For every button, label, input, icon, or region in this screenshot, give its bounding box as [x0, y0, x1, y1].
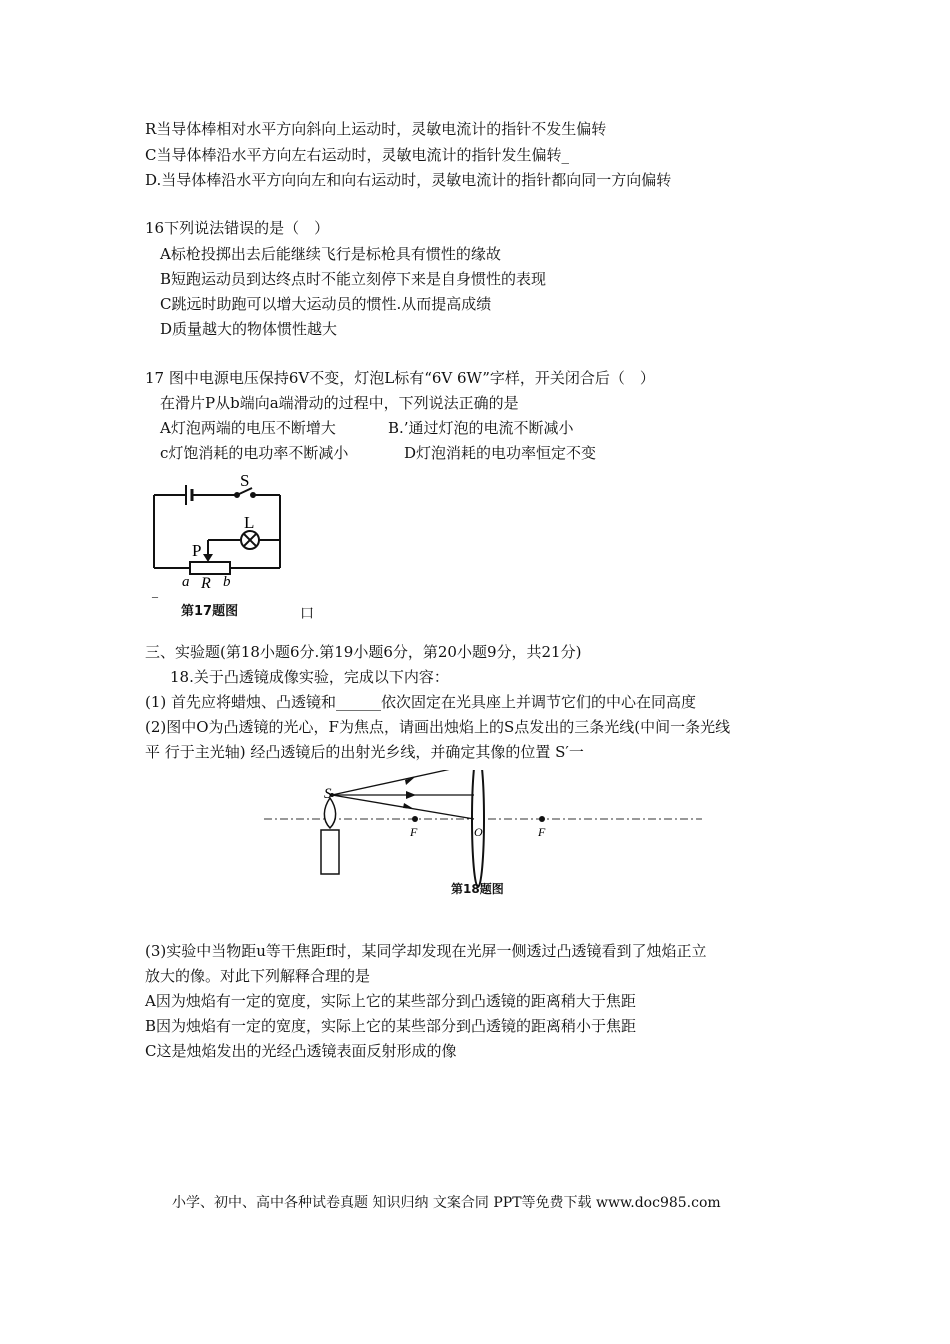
- q17-option-c: c灯饱消耗的电功率不断减小: [160, 444, 349, 462]
- q16-option-d: D质量越大的物体惯性越大: [160, 320, 338, 338]
- rheostat-label: R: [201, 575, 211, 592]
- q16-stem: 16下列说法错误的是（ ）: [145, 219, 330, 237]
- ray-parallel-arrow: [406, 791, 416, 799]
- q16-option-a: A标枪投掷出去后能继续飞行是标枪具有惯性的缘故: [160, 245, 501, 263]
- end-b-label: b: [223, 574, 231, 590]
- q17-stem-continued: 在滑片P从b端向a端滑动的过程中，下列说法正确的是: [160, 394, 519, 412]
- q17-figure-caption: 第17题图: [181, 604, 239, 619]
- q15-option-c: C当导体棒沿水平方向左右运动时，灵敏电流计的指针发生偏转_: [145, 146, 569, 164]
- q17-option-d: D灯泡消耗的电功率恒定不变: [404, 444, 597, 462]
- q17-option-a: A灯泡两端的电压不断增大: [160, 419, 336, 437]
- page-footer: 小学、初中、高中各种试卷真题 知识归纳 文案合同 PPT等免费下载 www.doc985.com: [172, 1195, 721, 1211]
- q18-part3-option-a: A因为烛焰有一定的宽度，实际上它的某些部分到凸透镜的距离稍大于焦距: [145, 992, 636, 1010]
- ray-upper: [332, 770, 474, 795]
- q18-part2-line1: (2)图中O为凸透镜的光心，F为焦点，请画出烛焰上的S点发出的三条光线(中间一条光线: [145, 718, 731, 736]
- q17-option-b: B.’通过灯泡的电流不断减小: [388, 419, 574, 437]
- section3-heading: 三、实验题(第18小题6分.第19小题6分，第20小题9分，共21分): [145, 643, 582, 661]
- q18-part3-line1: (3)实验中当物距u等干焦距f时，某同学却发现在光屏一侧透过凸透镜看到了烛焰正立: [145, 942, 707, 960]
- q18-part3-option-c: C这是烛焰发出的光经凸透镜表面反射形成的像: [145, 1042, 457, 1060]
- q18-stem: 18.关于凸透镜成像实验，完成以下内容：: [170, 668, 449, 686]
- q18-part2-line2: 平 行于主光轴) 经凸透镜后的出射光乡线，并确定其像的位置 S′一: [145, 743, 584, 761]
- q15-option-b: R当导体棒相对水平方向斜向上运动时，灵敏电流计的指针不发生偏转: [145, 120, 607, 138]
- q18-part3-option-b: B因为烛焰有一定的宽度，实际上它的某些部分到凸透镜的距离稍小于焦距: [145, 1017, 637, 1035]
- focal-point-right: [539, 816, 545, 822]
- ray-optical-center: [332, 795, 474, 819]
- switch-label: S: [240, 471, 250, 490]
- candle-flame: [324, 798, 335, 828]
- point-s-label: S: [324, 786, 332, 802]
- q18-part3-line2: 放大的像。对此下列解释合理的是: [145, 967, 371, 985]
- slider-label: P: [192, 541, 202, 560]
- q17-stem: 17 图中电源电压保持6V不变，灯泡L标有“6V 6W”字样，开关闭合后（ ）: [145, 369, 655, 387]
- rheostat-body: [190, 562, 230, 574]
- focal-point-left: [412, 816, 418, 822]
- candle-body: [321, 830, 339, 874]
- q16-option-c: C跳远时助跑可以增大运动员的惯性.从而提高成绩: [160, 295, 492, 313]
- q17-stray-box: 口: [300, 606, 314, 622]
- slider-arrow: [203, 554, 213, 562]
- lamp-label: L: [244, 513, 255, 532]
- q17-circuit-figure: [140, 470, 320, 620]
- q15-option-d: D.当导体棒沿水平方向向左和向右运动时，灵敏电流计的指针都向同一方向偏转: [145, 171, 672, 189]
- focus-left-label: F: [410, 825, 418, 839]
- q18-part1: (1) 首先应将蜡烛、凸透镜和______依次固定在光具座上并调节它们的中心在同高度: [145, 693, 697, 711]
- q18-figure-caption: 第18题图: [451, 882, 504, 896]
- focus-right-label: F: [538, 825, 546, 839]
- ray-center-arrow: [403, 803, 414, 809]
- optical-center-label: O: [474, 825, 483, 839]
- q16-option-b: B短跑运动员到达终点时不能立刻停下来是自身惯性的表现: [160, 270, 547, 288]
- stray-mark: –: [152, 589, 158, 603]
- end-a-label: a: [182, 574, 190, 590]
